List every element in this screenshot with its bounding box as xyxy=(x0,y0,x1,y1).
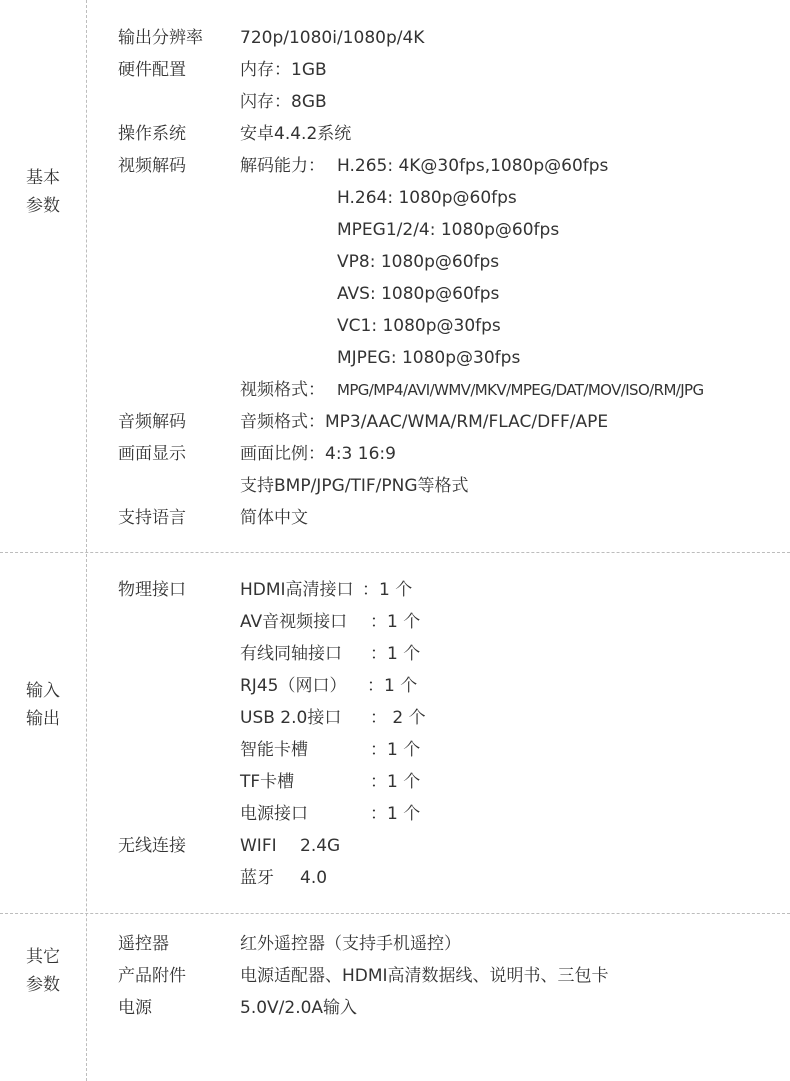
spec-label: 产品附件 xyxy=(118,966,186,986)
spec-value: 内存：1GB xyxy=(240,60,327,80)
section-divider-2 xyxy=(0,913,790,914)
spec-label: 音频解码 xyxy=(118,412,186,432)
section-label-io xyxy=(0,677,86,733)
video-format-list: MPG/MP4/AVI/WMV/MKV/MPEG/DAT/MOV/ISO/RM/JPG xyxy=(337,381,704,399)
port-count: ： 2 个 xyxy=(370,708,426,728)
section-label-basic xyxy=(0,164,86,220)
section-label-line: 参数 xyxy=(26,196,60,216)
spec-value: 支持BMP/JPG/TIF/PNG等格式 xyxy=(240,476,469,496)
port-count: ：1 个 xyxy=(370,612,421,632)
spec-label: 输出分辨率 xyxy=(118,28,203,48)
port-count: ：1 个 xyxy=(370,644,421,664)
wireless-name: WIFI xyxy=(240,836,277,856)
port-count: ：1 个 xyxy=(370,772,421,792)
spec-value: 简体中文 xyxy=(240,508,308,528)
port-count: ：1 个 xyxy=(370,740,421,760)
spec-value: 安卓4.4.2系统 xyxy=(240,124,352,144)
spec-label: 操作系统 xyxy=(118,124,186,144)
spec-subhead: 解码能力： xyxy=(240,156,325,176)
spec-value: 5.0V/2.0A输入 xyxy=(240,998,358,1018)
port-name: 有线同轴接口 xyxy=(240,644,342,664)
section-label-line: 参数 xyxy=(26,975,60,995)
port-name: TF卡槽 xyxy=(240,772,295,792)
port-name: AV音视频接口 xyxy=(240,612,348,632)
section-label-line: 基本 xyxy=(26,168,60,188)
spec-label: 硬件配置 xyxy=(118,60,186,80)
codec-item: AVS: 1080p@60fps xyxy=(337,284,500,304)
port-count: ：1 个 xyxy=(362,580,413,600)
spec-value: 电源适配器、HDMI高清数据线、说明书、三包卡 xyxy=(240,966,609,986)
spec-label: 画面显示 xyxy=(118,444,186,464)
codec-item: VC1: 1080p@30fps xyxy=(337,316,501,336)
codec-item: MPEG1/2/4: 1080p@60fps xyxy=(337,220,560,240)
section-label-other xyxy=(0,943,86,999)
port-name: 电源接口 xyxy=(240,804,308,824)
wireless-value: 2.4G xyxy=(300,836,341,856)
spec-label: 物理接口 xyxy=(118,580,186,600)
codec-item: VP8: 1080p@60fps xyxy=(337,252,500,272)
wireless-value: 4.0 xyxy=(300,868,328,888)
wireless-name: 蓝牙 xyxy=(240,868,274,888)
port-name: 智能卡槽 xyxy=(240,740,308,760)
spec-value: 红外遥控器（支持手机遥控） xyxy=(240,934,461,954)
vertical-divider xyxy=(86,0,87,1081)
spec-label: 无线连接 xyxy=(118,836,186,856)
codec-item: MJPEG: 1080p@30fps xyxy=(337,348,521,368)
section-divider-1 xyxy=(0,552,790,553)
spec-label: 遥控器 xyxy=(118,934,169,954)
port-name: USB 2.0接口 xyxy=(240,708,342,728)
codec-item: H.264: 1080p@60fps xyxy=(337,188,517,208)
codec-item: H.265: 4K@30fps,1080p@60fps xyxy=(337,156,609,176)
spec-value: 720p/1080i/1080p/4K xyxy=(240,28,425,48)
spec-value: 画面比例：4:3 16:9 xyxy=(240,444,396,464)
spec-subhead: 视频格式： xyxy=(240,380,325,400)
spec-value: 音频格式：MP3/AAC/WMA/RM/FLAC/DFF/APE xyxy=(240,412,609,432)
port-count: ：1 个 xyxy=(367,676,418,696)
section-label-line: 输出 xyxy=(26,709,60,729)
spec-label: 支持语言 xyxy=(118,508,186,528)
port-name: HDMI高清接口 xyxy=(240,580,354,600)
spec-label: 电源 xyxy=(118,998,152,1018)
spec-label: 视频解码 xyxy=(118,156,186,176)
spec-value: 闪存：8GB xyxy=(240,92,327,112)
section-label-line: 其它 xyxy=(26,947,60,967)
section-label-line: 输入 xyxy=(26,681,60,701)
port-count: ：1 个 xyxy=(370,804,421,824)
port-name: RJ45（网口） xyxy=(240,676,347,696)
